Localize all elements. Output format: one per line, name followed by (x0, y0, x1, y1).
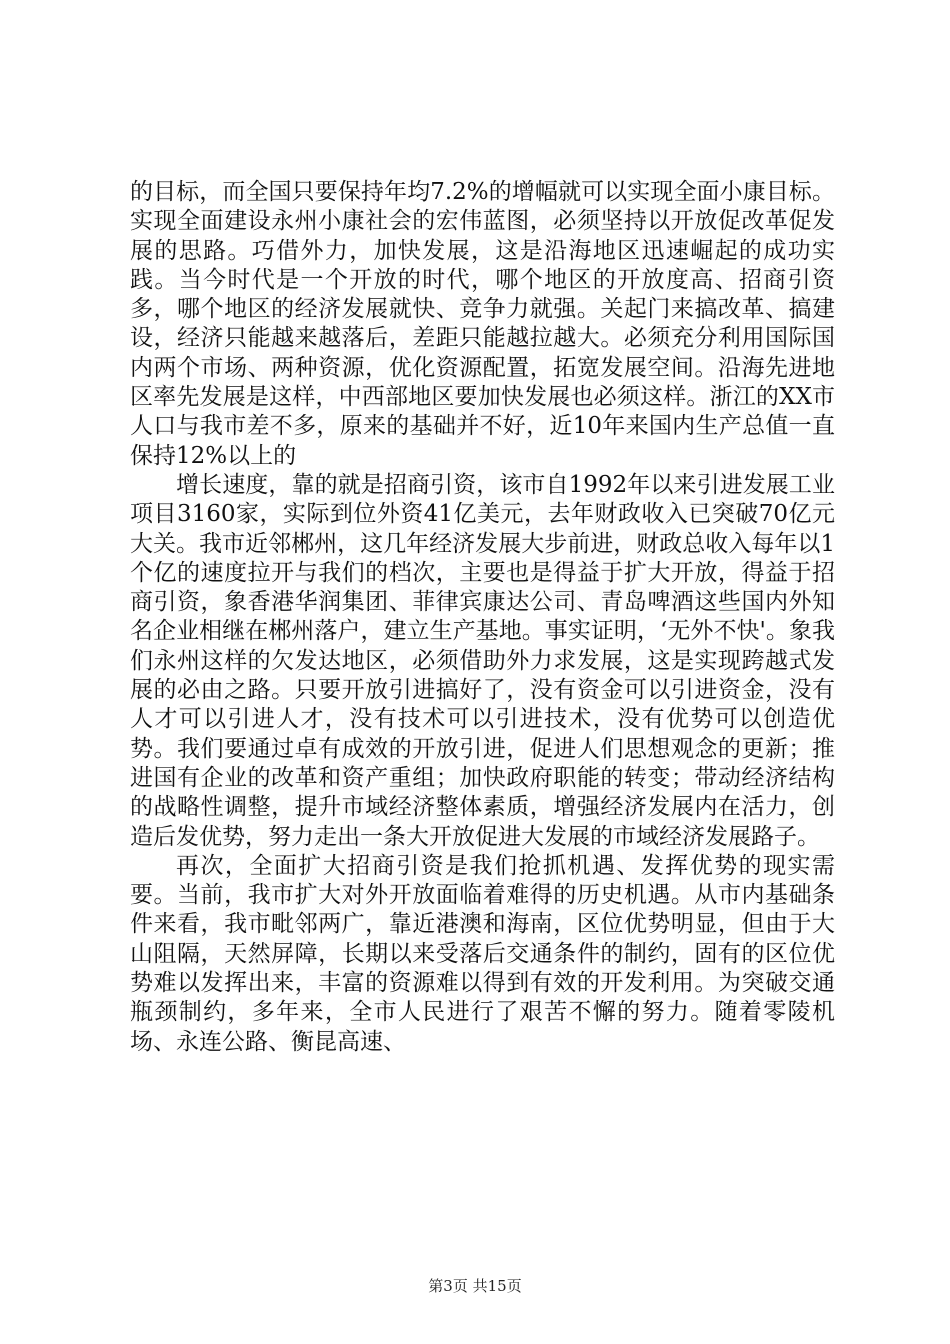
page-number-footer: 第3页 共15页 (428, 1277, 522, 1295)
paragraph-2: 增长速度，靠的就是招商引资，该市自1992年以来引进发展工业项目3160家，实际到位外资41亿美元，去年财政收入已突破70亿元大关。我市近邻郴州，这几年经济发展大步前进，财政总收入每年以1个亿的速度拉开与我们的档次，主要也是得益于扩大开放，得益于招商引资，象香港华润集团、菲律宾康达公司、青岛啤酒这些国内外知名企业相继在郴州落户，建立生产基地。事实证明，‘无外不快'。象我们永州这样的欠发达地区，必须借助外力求发展，这是实现跨越式发展的必由之路。只要开放引进搞好了，没有资金可以引进资金，没有人才可以引进人才，没有技术可以引进技术，没有优势可以创造优势。我们要通过卓有成效的开放引进，促进人们思想观念的更新；推进国有企业的改革和资产重组；加快政府职能的转变；带动经济结构的战略性调整，提升市域经济整体素质，增强经济发展内在活力，创造后发优势，努力走出一条大开放促进大发展的市域经济发展路子。 (130, 471, 835, 850)
document-body (130, 178, 835, 1057)
paragraph-1: 的目标，而全国只要保持年均7.2%的增幅就可以实现全面小康目标。实现全面建设永州小康社会的宏伟蓝图，必须坚持以开放促改革促发展的思路。巧借外力，加快发展，这是沿海地区迅速崛起的成功实践。当今时代是一个开放的时代，哪个地区的开放度高、招商引资多，哪个地区的经济发展就快、竞争力就强。关起门来搞改革、搞建设，经济只能越来越落后，差距只能越拉越大。必须充分利用国际国内两个市场、两种资源，优化资源配置，拓宽发展空间。沿海先进地区率先发展是这样，中西部地区要加快发展也必须这样。浙江的XX市人口与我市差不多，原来的基础并不好，近10年来国内生产总值一直保持12%以上的 (130, 179, 835, 469)
paragraph-3: 再次，全面扩大招商引资是我们抢抓机遇、发挥优势的现实需要。当前，我市扩大对外开放面临着难得的历史机遇。从市内基础条件来看，我市毗邻两广，靠近港澳和海南，区位优势明显，但由于大山阻隔，天然屏障，长期以来受落后交通条件的制约，固有的区位优势难以发挥出来，丰富的资源难以得到有效的开发利用。为突破交通瓶颈制约，多年来，全市人民进行了艰苦不懈的努力。随着零陵机场、永连公路、衡昆高速、 (130, 852, 835, 1055)
